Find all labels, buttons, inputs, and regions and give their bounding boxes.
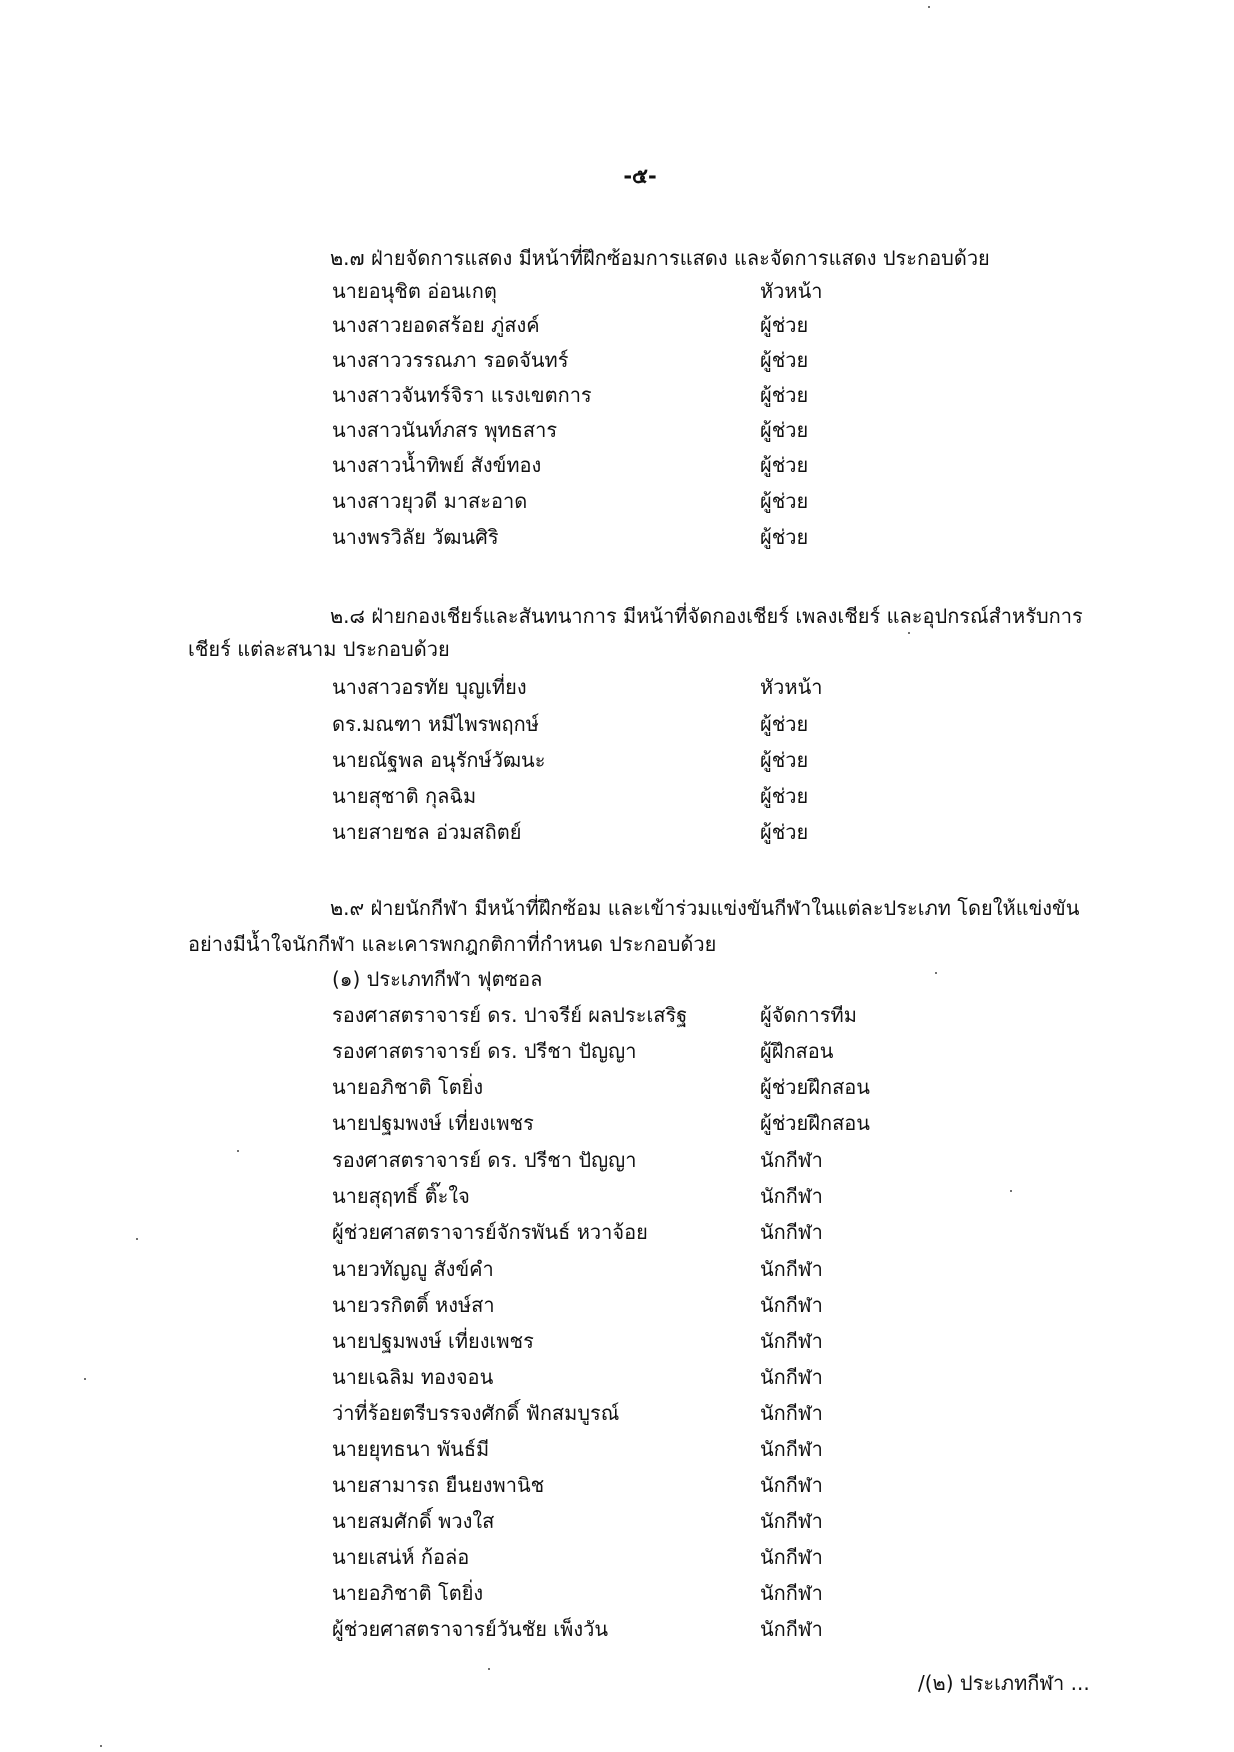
list-item <box>332 744 932 778</box>
member-name: นายณัฐพล อนุรักษ์วัฒนะ <box>332 748 546 772</box>
member-name: นางสาวน้ำทิพย์ สังข์ทอง <box>332 453 542 477</box>
member-name: นายวรกิตติ์ หงษ์สา <box>332 1293 495 1317</box>
scan-speck <box>935 972 937 974</box>
member-name: นายเสน่ห์ ก้อล่อ <box>332 1545 470 1569</box>
member-role: ผู้ช่วย <box>760 748 809 772</box>
list-item <box>332 309 932 343</box>
member-role: ผู้ช่วย <box>760 418 809 442</box>
member-role: นักกีฬา <box>760 1401 823 1425</box>
member-name: นายสามารถ ยืนยงพานิช <box>332 1473 545 1497</box>
member-role: ผู้ช่วย <box>760 348 809 372</box>
member-name: นายเฉลิม ทองจอน <box>332 1365 494 1389</box>
member-role: ผู้ช่วย <box>760 784 809 808</box>
continuation-footer: /(๒) ประเภทกีฬา ... <box>918 1671 1090 1695</box>
member-role: นักกีฬา <box>760 1581 823 1605</box>
list-item <box>332 1071 932 1105</box>
list-item <box>332 1325 932 1359</box>
member-role: ผู้ช่วย <box>760 489 809 513</box>
member-name: รองศาสตราจารย์ ดร. ปรีชา ปัญญา <box>332 1039 637 1063</box>
sport-type-subheading: (๑) ประเภทกีฬา ฟุตซอล <box>332 967 543 991</box>
member-role: ผู้จัดการทีม <box>760 1003 857 1027</box>
scan-speck <box>1010 1190 1012 1192</box>
list-item <box>332 521 932 555</box>
list-item <box>332 1361 932 1395</box>
list-item <box>332 780 932 814</box>
list-item <box>332 1397 932 1431</box>
member-name: นางสาววรรณภา รอดจันทร์ <box>332 348 569 372</box>
list-item <box>332 999 932 1033</box>
member-name: นายสมศักดิ์ พวงใส <box>332 1509 495 1533</box>
list-item <box>332 1289 932 1323</box>
member-role: นักกีฬา <box>760 1329 823 1353</box>
member-name: นายปฐมพงษ์ เที่ยงเพชร <box>332 1329 534 1353</box>
member-name: นายยุทธนา พันธ์มี <box>332 1437 490 1461</box>
list-item <box>332 1469 932 1503</box>
list-item <box>332 1107 932 1141</box>
member-role: นักกีฬา <box>760 1257 823 1281</box>
list-item <box>332 1505 932 1539</box>
member-name: ผู้ช่วยศาสตราจารย์จักรพันธ์ หวาจ้อย <box>332 1220 648 1244</box>
list-item <box>332 449 932 483</box>
member-name: นายอนุชิต อ่อนเกตุ <box>332 279 497 303</box>
list-item <box>332 485 932 519</box>
member-name: นายอภิชาติ โตยิ่ง <box>332 1075 484 1099</box>
list-item <box>332 1035 932 1069</box>
section-2-9-heading-continuation: อย่างมีน้ำใจนักกีฬา และเคารพกฎกติกาที่กำหนด ประกอบด้วย <box>188 932 717 956</box>
member-role: นักกีฬา <box>760 1293 823 1317</box>
member-name: รองศาสตราจารย์ ดร. ปรีชา ปัญญา <box>332 1148 637 1172</box>
member-role: นักกีฬา <box>760 1220 823 1244</box>
member-name: นางสาวจันทร์จิรา แรงเขตการ <box>332 383 592 407</box>
member-name: รองศาสตราจารย์ ดร. ปาจรีย์ ผลประเสริฐ <box>332 1003 688 1027</box>
list-item <box>332 708 932 742</box>
scan-speck <box>84 1378 86 1380</box>
member-name: นางสาวยอดสร้อย ภู่สงค์ <box>332 313 540 337</box>
member-role: ผู้ช่วย <box>760 525 809 549</box>
member-role: ผู้ช่วยฝึกสอน <box>760 1075 870 1099</box>
scan-speck <box>488 1668 490 1670</box>
section-2-8-heading: ๒.๘ ฝ่ายกองเชียร์และสันทนาการ มีหน้าที่จัดกองเชียร์ เพลงเชียร์ และอุปกรณ์สำหรับการ <box>330 604 1083 628</box>
list-item <box>332 1433 932 1467</box>
member-name: นายสุฤทธิ์ ติ๊ะใจ <box>332 1184 470 1208</box>
scan-speck <box>237 1150 239 1152</box>
member-role: นักกีฬา <box>760 1473 823 1497</box>
list-item <box>332 671 932 705</box>
member-name: ว่าที่ร้อยตรีบรรจงศักดิ์ ฟักสมบูรณ์ <box>332 1401 620 1425</box>
member-role: ผู้ช่วย <box>760 313 809 337</box>
list-item <box>332 1577 932 1611</box>
member-role: หัวหน้า <box>760 675 823 699</box>
list-item <box>332 1541 932 1575</box>
member-name: นางพรวิลัย วัฒนศิริ <box>332 525 499 549</box>
list-item <box>332 1253 932 1287</box>
list-item <box>332 1180 932 1214</box>
member-role: นักกีฬา <box>760 1148 823 1172</box>
scan-speck <box>928 6 930 8</box>
member-role: หัวหน้า <box>760 279 823 303</box>
page-number: -๕- <box>623 164 657 188</box>
section-2-8-heading-continuation: เชียร์ แต่ละสนาม ประกอบด้วย <box>188 637 450 661</box>
member-role: นักกีฬา <box>760 1509 823 1533</box>
list-item <box>332 1613 932 1647</box>
list-item <box>332 344 932 378</box>
member-name: ผู้ช่วยศาสตราจารย์วันชัย เพ็งวัน <box>332 1617 608 1641</box>
member-role: ผู้ช่วย <box>760 712 809 736</box>
member-role: ผู้ฝึกสอน <box>760 1039 834 1063</box>
list-item <box>332 379 932 413</box>
member-role: นักกีฬา <box>760 1545 823 1569</box>
scan-speck <box>136 1238 138 1240</box>
member-name: นายสุชาติ กุลฉิม <box>332 784 477 808</box>
list-item <box>332 1216 932 1250</box>
member-name: นายปฐมพงษ์ เที่ยงเพชร <box>332 1111 534 1135</box>
member-name: นางสาวนันท์ภสร พุทธสาร <box>332 418 558 442</box>
section-2-9-heading: ๒.๙ ฝ่ายนักกีฬา มีหน้าที่ฝึกซ้อม และเข้าร่วมแข่งขันกีฬาในแต่ละประเภท โดยให้แข่งขัน <box>330 896 1080 920</box>
member-name: นางสาวอรทัย บุญเที่ยง <box>332 675 527 699</box>
member-role: นักกีฬา <box>760 1184 823 1208</box>
member-role: ผู้ช่วย <box>760 383 809 407</box>
member-role: ผู้ช่วย <box>760 820 809 844</box>
member-name: นางสาวยุวดี มาสะอาด <box>332 489 528 513</box>
list-item <box>332 1144 932 1178</box>
list-item <box>332 816 932 850</box>
member-role: นักกีฬา <box>760 1437 823 1461</box>
scan-speck <box>908 632 910 634</box>
member-role: ผู้ช่วย <box>760 453 809 477</box>
scan-speck <box>100 1745 102 1747</box>
member-name: นายสายชล อ่วมสถิตย์ <box>332 820 522 844</box>
list-item <box>332 414 932 448</box>
section-2-7-heading: ๒.๗ ฝ่ายจัดการแสดง มีหน้าที่ฝึกซ้อมการแสดง และจัดการแสดง ประกอบด้วย <box>330 246 990 270</box>
member-role: นักกีฬา <box>760 1617 823 1641</box>
member-name: ดร.มณฑา หมีไพรพฤกษ์ <box>332 712 539 736</box>
member-role: นักกีฬา <box>760 1365 823 1389</box>
member-name: นายวทัญญู สังข์คำ <box>332 1257 494 1281</box>
member-name: นายอภิชาติ โตยิ่ง <box>332 1581 484 1605</box>
member-role: ผู้ช่วยฝึกสอน <box>760 1111 870 1135</box>
list-item <box>332 275 932 309</box>
